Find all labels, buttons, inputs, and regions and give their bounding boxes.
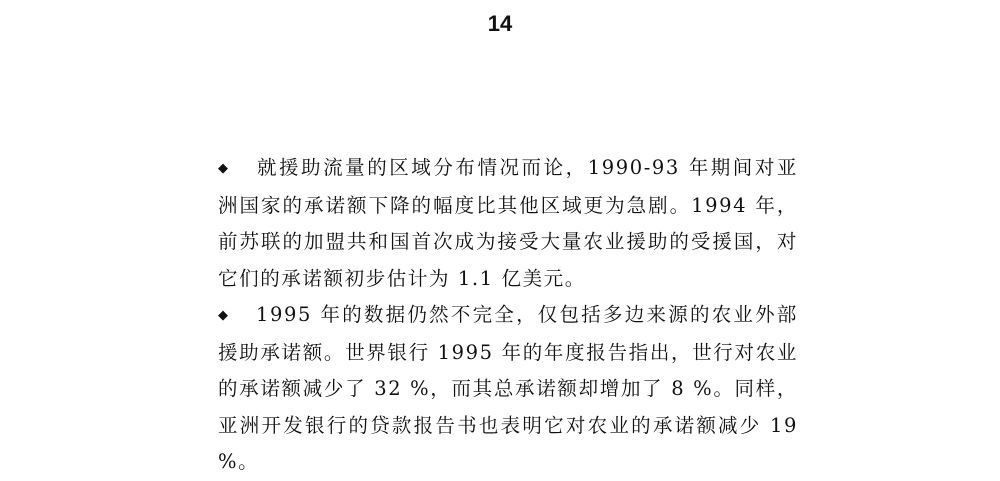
diamond-bullet-icon: ◆ (218, 308, 228, 323)
bullet-paragraph-1 (218, 150, 798, 297)
diamond-bullet-icon: ◆ (218, 161, 228, 176)
bullet-paragraph-2 (218, 297, 798, 481)
paragraph-text: 就援助流量的区域分布情况而论，1990-93 年期间对亚洲国家的承诺额下降的幅度比其他区域更为急剧。1994 年，前苏联的加盟共和国首次成为接受大量农业援助的受援国，对它们的承诺额初步估计为 1.1 亿美元。 (218, 156, 798, 290)
page-number: 14 (487, 11, 513, 36)
body-text (218, 150, 798, 481)
paragraph-text: 1995 年的数据仍然不完全，仅包括多边来源的农业外部援助承诺额。世界银行 1995 年的年度报告指出，世行对农业的承诺额减少了 32 %，而其总承诺额却增加了 8 %。同样，亚洲开发银行的贷款报告书也表明它对农业的承诺额减少 19 %。 (218, 303, 798, 473)
